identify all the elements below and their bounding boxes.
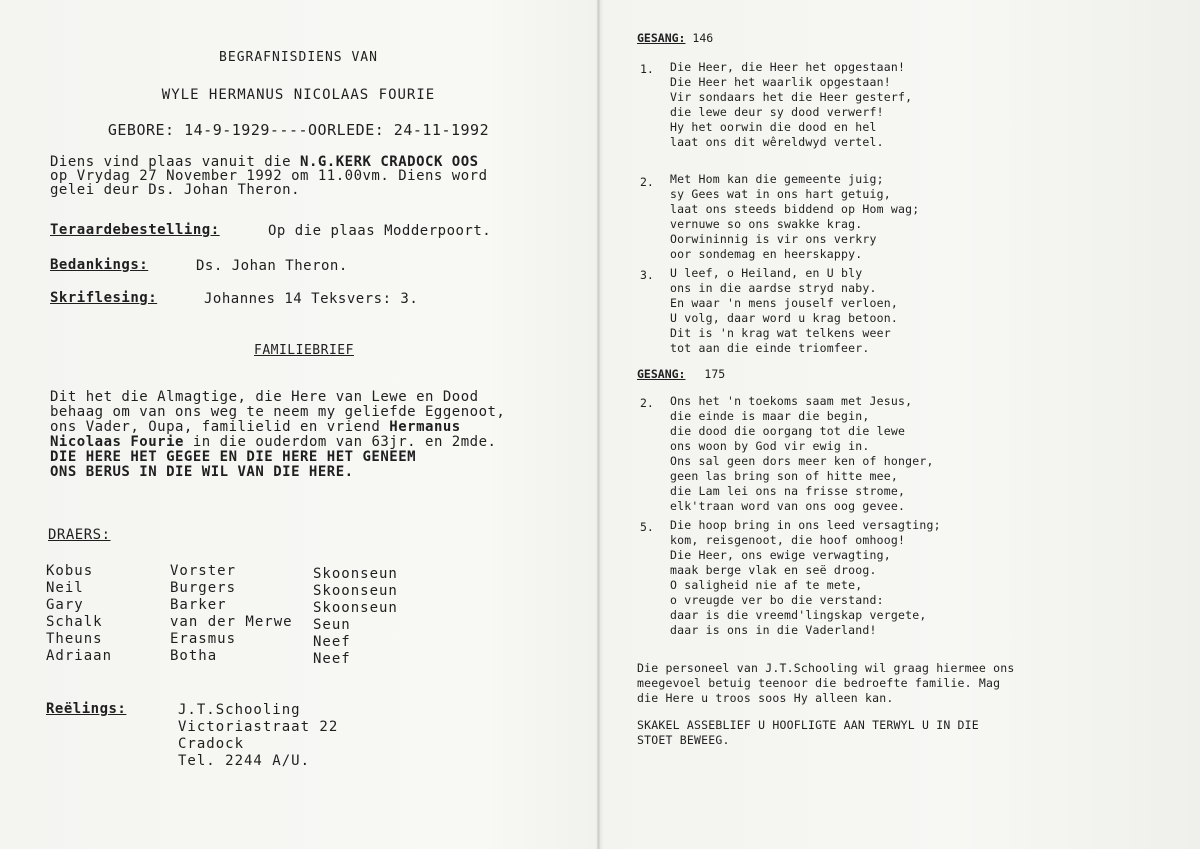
verse-line: Vir sondaars het die Heer gesterf,: [670, 90, 913, 104]
verse-line: Oorwininnig is vir ons verkry: [670, 232, 877, 246]
table-cell: Skoonseun: [313, 566, 398, 582]
verse-line: die einde is maar die begin,: [670, 409, 870, 423]
table-cell: Neef: [313, 651, 351, 667]
table-cell: Kobus: [46, 563, 94, 579]
table-cell: Barker: [170, 597, 227, 613]
verse-line: elk'traan word van ons oog gevee.: [670, 499, 906, 513]
reelings-label: Reëlings:: [46, 701, 127, 717]
familiebrief-line-2: behaag om van ons weg te neem my geliefde Eggenoot,: [50, 404, 506, 420]
table-cell: Adriaan: [46, 648, 113, 664]
table-cell: Gary: [46, 597, 84, 613]
verse-number: 2.: [640, 396, 654, 410]
verse-line: geen las bring son of hitte mee,: [670, 469, 898, 483]
table-cell: Erasmus: [170, 631, 237, 647]
closing-line-1: Die personeel van J.T.Schooling wil graag hiermee ons: [637, 661, 1015, 675]
verse-text: [670, 394, 934, 514]
verse-line: Die Heer, die Heer het opgestaan!: [670, 60, 906, 74]
verse-line: die Lam lei ons na frisse strome,: [670, 484, 906, 498]
draers-first-names: [46, 563, 112, 665]
church-name: N.G.KERK CRADOCK OOS: [300, 154, 479, 170]
table-cell: Seun: [313, 617, 351, 633]
table-cell: Botha: [170, 648, 218, 664]
headlights-notice: [637, 718, 979, 748]
verse-line: die dood die oorgang tot die lewe: [670, 424, 906, 438]
verse-number: 3.: [640, 268, 654, 282]
gesang-175-heading: [637, 367, 725, 381]
draers-surnames: [170, 563, 293, 665]
verse-line: daar is die vreemd'lingskap vergete,: [670, 608, 927, 622]
draers-heading: DRAERS:: [48, 527, 111, 543]
bedankings-value: Ds. Johan Theron.: [196, 258, 348, 274]
table-cell: Theuns: [46, 631, 103, 647]
reelings-row: [46, 701, 126, 717]
birth-death-dates: GEBORE: 14-9-1929----OORLEDE: 24-11-1992: [107, 121, 490, 139]
closing-line-3: die Here u troos soos Hy alleen kan.: [637, 691, 894, 705]
verse-number: 5.: [640, 520, 654, 534]
gesang-label: GESANG:: [637, 367, 686, 381]
verse-line: laat ons dit wêreldwyd vertel.: [670, 135, 884, 149]
reelings-line-4: Tel. 2244 A/U.: [178, 753, 311, 769]
table-cell: van der Merwe: [170, 614, 293, 630]
verse-text: [670, 172, 919, 262]
table-cell: Burgers: [170, 580, 237, 596]
familiebrief-name-2: Nicolaas Fourie: [50, 434, 184, 450]
gesang-number: 146: [692, 31, 714, 45]
draers-relations: [313, 566, 398, 668]
skriflesing-row: [50, 290, 157, 306]
verse-number: 2.: [640, 175, 654, 189]
verse-line: ons in die aardse stryd naby.: [670, 281, 877, 295]
verse-line: Ons het 'n toekoms saam met Jesus,: [670, 394, 913, 408]
verse-line: Met Hom kan die gemeente juig;: [670, 172, 884, 186]
service-title: BEGRAFNISDIENS VAN: [219, 50, 378, 65]
service-line-3: gelei deur Ds. Johan Theron.: [50, 182, 301, 198]
verse-line: En waar 'n mens jouself verloen,: [670, 296, 898, 310]
verse-line: Ons sal geen dors meer ken of honger,: [670, 454, 934, 468]
verse-line: kom, reisgenoot, die hoof omhoog!: [670, 533, 906, 547]
familiebrief-line-1: Dit het die Almagtige, die Here van Lewe en Dood: [50, 389, 479, 405]
familiebrief-name-1: Hermanus: [389, 419, 461, 435]
notice-line-1: SKAKEL ASSEBLIEF U HOOFLIGTE AAN TERWYL U IN DIE: [637, 718, 979, 732]
verse-line: o vreugde ver bo die verstand:: [670, 593, 884, 607]
table-cell: Vorster: [170, 563, 237, 579]
verse-text: [670, 266, 898, 356]
verse-line: die lewe deur sy dood verwerf!: [670, 105, 884, 119]
table-cell: Skoonseun: [313, 583, 398, 599]
verse-line: U volg, daar word u krag betoon.: [670, 311, 898, 325]
skriflesing-label: Skriflesing:: [50, 290, 158, 306]
closing-line-2: meegevoel betuig teenoor die bedroefte familie. Mag: [637, 676, 1001, 690]
table-cell: Neil: [46, 580, 84, 596]
verse-line: vernuwe so ons swakke krag.: [670, 217, 863, 231]
right-page: [600, 0, 1200, 849]
table-cell: Skoonseun: [313, 600, 398, 616]
gesang-label: GESANG:: [637, 31, 686, 45]
verse-text: [670, 60, 912, 150]
teraarde-value: Op die plaas Modderpoort.: [268, 223, 492, 239]
service-line-2: op Vrydag 27 November 1992 om 11.00vm. Diens word: [50, 168, 488, 184]
gesang-146-heading: [637, 31, 713, 45]
verse-line: Die Heer, ons ewige verwagting,: [670, 548, 891, 562]
familiebrief-heading: FAMILIEBRIEF: [254, 343, 354, 358]
verse-text: [670, 518, 941, 638]
service-line-1: Diens vind plaas vanuit die: [50, 154, 301, 170]
familiebrief-line-5: DIE HERE HET GEGEE EN DIE HERE HET GENEEM: [50, 449, 417, 465]
reelings-line-2: Victoriastraat 22: [178, 719, 339, 735]
verse-line: sy Gees wat in ons hart getuig,: [670, 187, 891, 201]
verse-line: tot aan die einde triomfeer.: [670, 341, 870, 355]
reelings-line-3: Cradock: [178, 736, 245, 752]
teraarde-row: [50, 222, 220, 238]
verse-line: Die hoop bring in ons leed versagting;: [670, 518, 941, 532]
table-cell: Schalk: [46, 614, 103, 630]
verse-line: U leef, o Heiland, en U bly: [670, 266, 863, 280]
notice-line-2: STOET BEWEEG.: [637, 733, 730, 747]
verse-line: oor sondemag en heerskappy.: [670, 247, 863, 261]
left-page: [0, 0, 597, 849]
deceased-name: WYLE HERMANUS NICOLAAS FOURIE: [161, 87, 436, 103]
reelings-address: [178, 702, 338, 770]
verse-number: 1.: [640, 62, 654, 76]
skriflesing-value: Johannes 14 Teksvers: 3.: [204, 291, 419, 307]
reelings-line-1: J.T.Schooling: [178, 702, 301, 718]
familiebrief-text: [50, 390, 580, 480]
verse-line: laat ons steeds biddend op Hom wag;: [670, 202, 920, 216]
teraarde-label: Teraardebestelling:: [50, 222, 220, 238]
familiebrief-line-6: ONS BERUS IN DIE WIL VAN DIE HERE.: [50, 464, 354, 480]
verse-line: Hy het oorwin die dood en hel: [670, 120, 877, 134]
verse-line: daar is ons in die Vaderland!: [670, 623, 877, 637]
verse-line: maak berge vlak en seë droog.: [670, 563, 877, 577]
verse-line: Dit is 'n krag wat telkens weer: [670, 326, 891, 340]
familiebrief-line-4: in die ouderdom van 63jr. en 2mde.: [183, 434, 497, 450]
bedankings-row: [50, 257, 148, 273]
gesang-number: 175: [704, 367, 726, 381]
verse-line: O saligheid nie af te mete,: [670, 578, 863, 592]
verse-line: ons woon by God vir ewig in.: [670, 439, 870, 453]
familiebrief-line-3: ons Vader, Oupa, familielid en vriend: [50, 419, 390, 435]
closing-message: [637, 661, 1015, 706]
table-cell: Neef: [313, 634, 351, 650]
service-details: [50, 155, 580, 197]
bedankings-label: Bedankings:: [50, 257, 149, 273]
verse-line: Die Heer het waarlik opgestaan!: [670, 75, 891, 89]
